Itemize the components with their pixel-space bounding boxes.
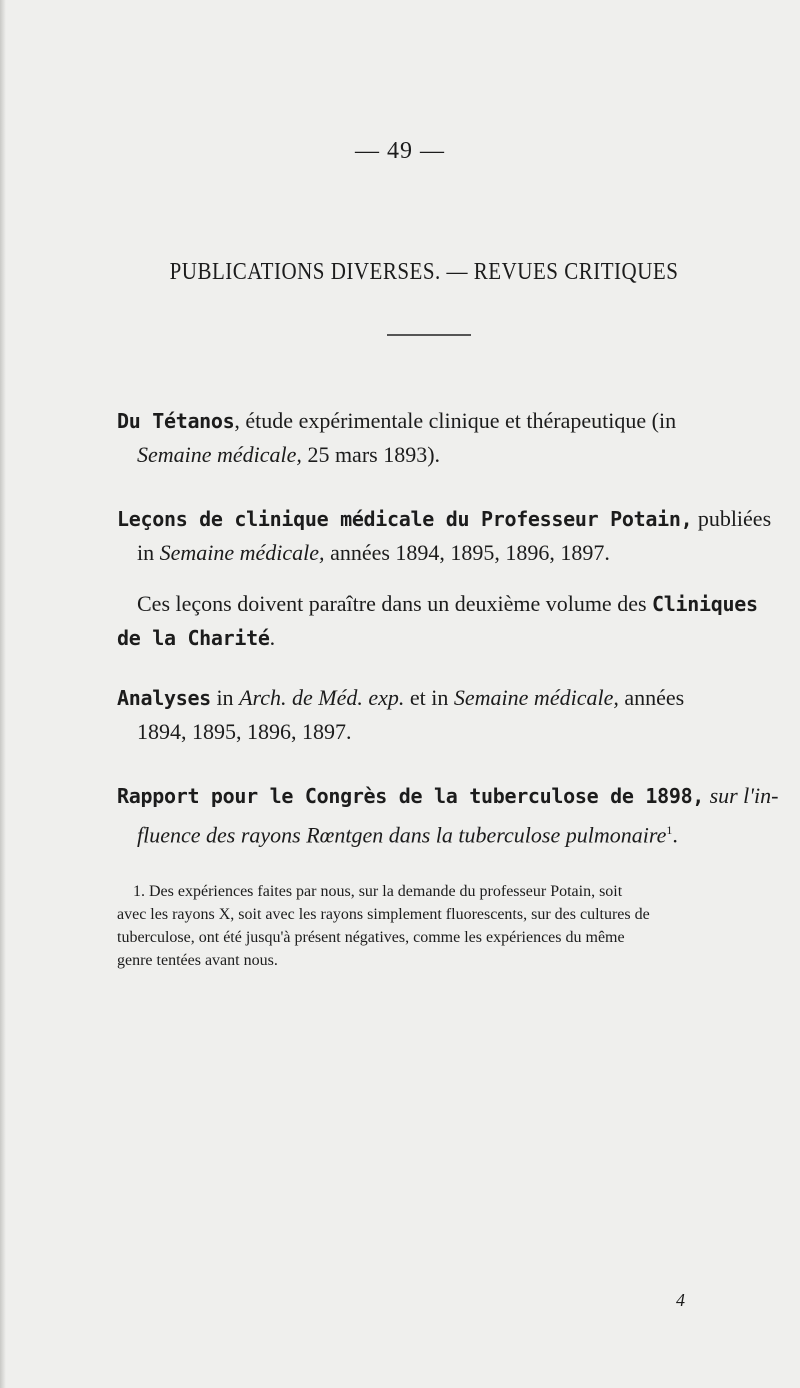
entry-rapport-line-1 [117, 779, 778, 813]
entry-analyses-et-in: et in [404, 685, 454, 710]
entry-lecons-text: publiées [692, 506, 772, 531]
footnote-line-2: avec les rayons X, soit avec les rayons simplement fluorescents, sur des cultures de [117, 906, 650, 923]
entry-cliniques-bold-2: de la Charité [117, 626, 270, 650]
footnote-reference[interactable]: 1 [666, 823, 673, 837]
entry-rapport-line-2 [137, 813, 678, 852]
entry-rapport-subject-1: sur l'in- [704, 783, 779, 808]
entry-lecons-title: Leçons de clinique médicale du Professeur Potain, [117, 507, 693, 531]
entry-analyses-title: Analyses [117, 686, 211, 710]
page-number: — 49 — [355, 138, 445, 164]
entry-analyses-years: 1894, 1895, 1896, 1897. [137, 719, 352, 744]
entry-tetanos-line-1 [117, 404, 676, 438]
entry-lecons-journal: Semaine médicale, [159, 540, 325, 565]
entry-analyses-journal-1: Arch. de Méd. exp. [239, 685, 405, 710]
entry-tetanos-journal: Semaine médicale, [137, 442, 302, 467]
entry-lecons-line-2 [137, 536, 610, 570]
entry-lecons-years: années 1894, 1895, 1896, 1897. [324, 540, 610, 565]
entry-rapport-title: Rapport pour le Congrès de la tuberculose de 1898, [117, 784, 705, 808]
entry-rapport-subject-2: fluence des rayons Rœntgen dans la tuberculose pulmonaire [137, 822, 667, 848]
entry-tetanos-title: Du Tétanos [117, 409, 235, 433]
footnote-line-1: 1. Des expériences faites par nous, sur la demande du professeur Potain, soit [133, 883, 623, 900]
entry-analyses-journal-2: Semaine médicale, [453, 685, 619, 710]
entry-cliniques-line-2 [117, 621, 275, 655]
entry-tetanos-line-2 [137, 438, 440, 472]
entry-cliniques-line-1 [137, 587, 758, 621]
entry-analyses-in: in [210, 685, 240, 710]
entry-lecons-line-1 [117, 502, 771, 536]
footnote-line-4: genre tentées avant nous. [117, 952, 278, 969]
entry-cliniques-text: Ces leçons doivent paraître dans un deuxième volume des [137, 591, 653, 616]
entry-tetanos-date: 25 mars 1893). [301, 442, 441, 467]
section-title: PUBLICATIONS DIVERSES. — REVUES CRITIQUES [169, 257, 679, 285]
entry-analyses-line-2 [137, 715, 352, 749]
signature-mark: 4 [676, 1290, 685, 1310]
entry-lecons-in: in [137, 540, 160, 565]
entry-tetanos-text: , étude expérimentale clinique et thérapeutique (in [234, 408, 677, 433]
entry-cliniques-period: . [269, 625, 276, 650]
title-divider [387, 334, 471, 336]
entry-analyses-line-1 [117, 681, 684, 715]
entry-cliniques-bold-1: Cliniques [652, 592, 758, 616]
footnote-line-3: tuberculose, ont été jusqu'à présent négatives, comme les expériences du même [117, 929, 625, 946]
entry-rapport-period: . [672, 822, 678, 848]
entry-analyses-annees: années [618, 685, 685, 710]
